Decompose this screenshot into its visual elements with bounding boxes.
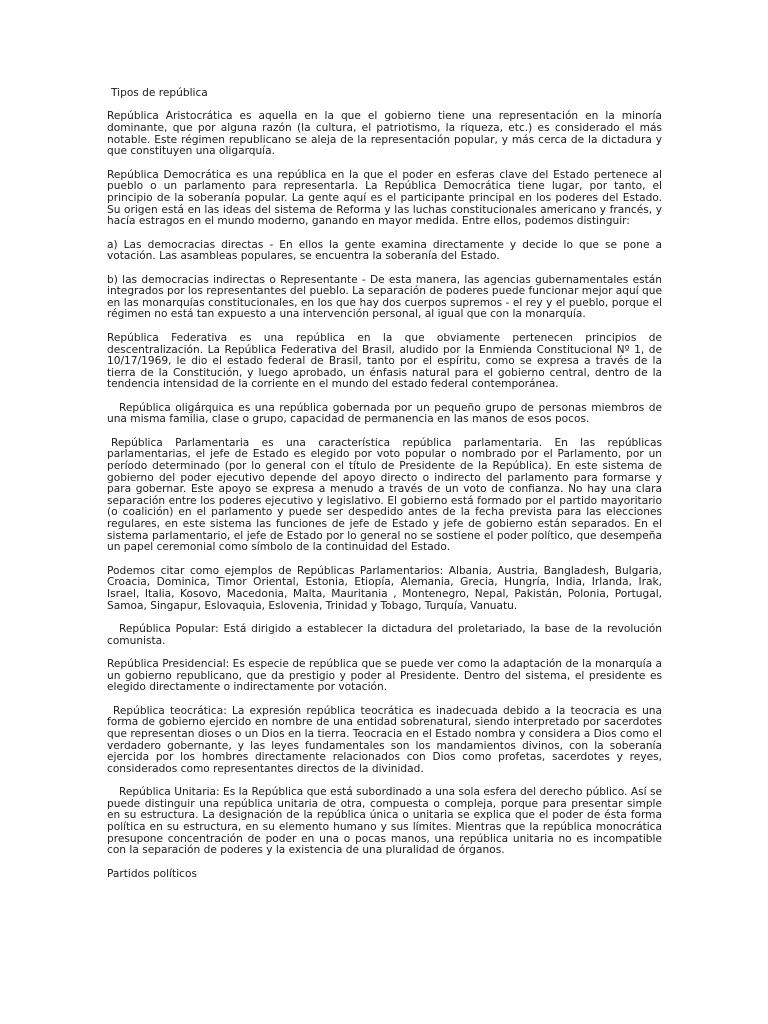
section-heading-tipos: Tipos de república xyxy=(111,87,208,99)
paragraph-popular: República Popular: Está dirigido a establecer la dictadura del proletariado, la base de la revolución comunista. xyxy=(107,622,662,647)
paragraph-parlamentaria: República Parlamentaria es una característica república parlamentaria. En las repúblicas parlamentarias, el jefe de Estado es elegido por voto popular o nombrado por el Parlamento, por un período determinado (por lo general con el título de Presidente de la República). En este sistema de gobierno del poder ejecutivo depende del apoyo directo o indirecto del parlamento para formarse y para gobernar. Este apoyo se expresa a menudo a través de un voto de confianza. No hay una clara separación entre los poderes ejecutivo y legislativo. El gobierno está formado por el partido mayoritario (o coalición) en el parlamento y puede ser despedido antes de la fecha prevista para las elecciones regulares, en este sistema las funciones de jefe de Estado y jefe de gobierno están separados. En el sistema parlamentario, el jefe de Estado por lo general no se sostiene el poder político, que desempeña un papel ceremonial como símbolo de la continuidad del Estado. xyxy=(107,436,662,554)
paragraph-oligarquica: República oligárquica es una república gobernada por un pequeño grupo de personas miembros de una misma familia, clase o grupo, capacidad de permanencia en las manos de esos pocos. xyxy=(107,401,662,426)
paragraph-federativa: República Federativa es una república en la que obviamente pertenecen principios de descentralización. La República Federativa del Brasil, aludido por la Enmienda Constitucional Nº 1, de 10/17/1969, le dio el estado federal de Brasil, tanto por el espíritu, como se expresa a través de la tierra de la Constitución, y luego aprobado, un énfasis natural para el gobierno central, dentro de la tendencia intensidad de la corriente en el mundo del estado federal contemporánea. xyxy=(107,331,662,391)
paragraph-teocratica: República teocrática: La expresión república teocrática es inadecuada debido a la teocracia es una forma de gobierno ejercido en nombre de una entidad sobrenatural, siendo interpretado por sacerdotes que representan dioses o un Dios en la tierra. Teocracia en el Estado nombra y considera a Dios como el verdadero gobernante, y las leyes fundamentales son los mandamientos divinos, con la soberanía ejercida por los hombres directamente relacionados con Dios como profetas, sacerdotes y reyes, considerados como representantes directos de la divinidad. xyxy=(107,704,662,775)
paragraph-democracias-directas: a) Las democracias directas - En ellos la gente examina directamente y decide lo que se pone a votación. Las asambleas populares, se encuentra la soberanía del Estado. xyxy=(107,238,662,263)
section-heading-partidos: Partidos políticos xyxy=(107,867,197,880)
paragraph-democracias-indirectas: b) las democracias indirectas o Representante - De esta manera, las agencias gubernamentales están integrados por los representantes del pueblo. La separación de poderes puede funcionar mejor aquí que en las monarquías constitucionales, en los que hay dos cuerpos supremos - el rey y el pueblo, porque el régimen no está tan expuesto a una intervención personal, al igual que con la monarquía. xyxy=(107,273,662,321)
paragraph-unitaria: República Unitaria: Es la República que está subordinado a una sola esfera del derecho público. Así se puede distinguir una república unitaria de otra, compuesta o compleja, porque para presentar simple en su estructura. La designación de la república única o unitaria se explica que el poder de ésta forma política en su estructura, en su elemento humano y sus límites. Mientras que la república monocrática presupone concentración de poder en una o pocas manos, una república unitaria no es incompatible con la separación de poderes y la existencia de una pluralidad de órganos. xyxy=(107,786,662,857)
document-page xyxy=(107,88,662,892)
paragraph-presidencial: República Presidencial: Es especie de república que se puede ver como la adaptación de la monarquía a un gobierno republicano, que da prestigio y poder al Presidente. Dentro del sistema, el presidente es elegido directamente o indirectamente por votación. xyxy=(107,658,662,694)
paragraph-aristocratica: República Aristocrática es aquella en la que el gobierno tiene una representación en la minoría dominante, que por alguna razón (la cultura, el patriotismo, la riqueza, etc.) es considerado el más notable. Este régimen republicano se aleja de la representación popular, y más cerca de la dictadura y que constituyen una oligarquía. xyxy=(107,110,662,158)
paragraph-democratica: República Democrática es una república en la que el poder en esferas clave del Estado pertenece al pueblo o un parlamento para representarla. La República Democrática tiene lugar, por tanto, el principio de la soberanía popular. La gente aquí es el participante principal en los poderes del Estado. Su origen está en las ideas del sistema de Reforma y las luchas constitucionales americano y francés, y hacía estragos en el mundo moderno, ganando en mayor medida. Entre ellos, podemos distinguir: xyxy=(107,168,662,228)
paragraph-ejemplos-parlamentarios: Podemos citar como ejemplos de Repúblicas Parlamentarios: Albania, Austria, Bangladesh, Bulgaria, Croacia, Dominica, Timor Oriental, Estonia, Etiopía, Alemania, Grecia, Hungría, India, Irlanda, Irak, Israel, Italia, Kosovo, Macedonia, Malta, Mauritania , Montenegro, Nepal, Pakistán, Polonia, Portugal, Samoa, Singapur, Eslovaquia, Eslovenia, Trinidad y Tobago, Turquía, Vanuatu. xyxy=(107,564,662,612)
